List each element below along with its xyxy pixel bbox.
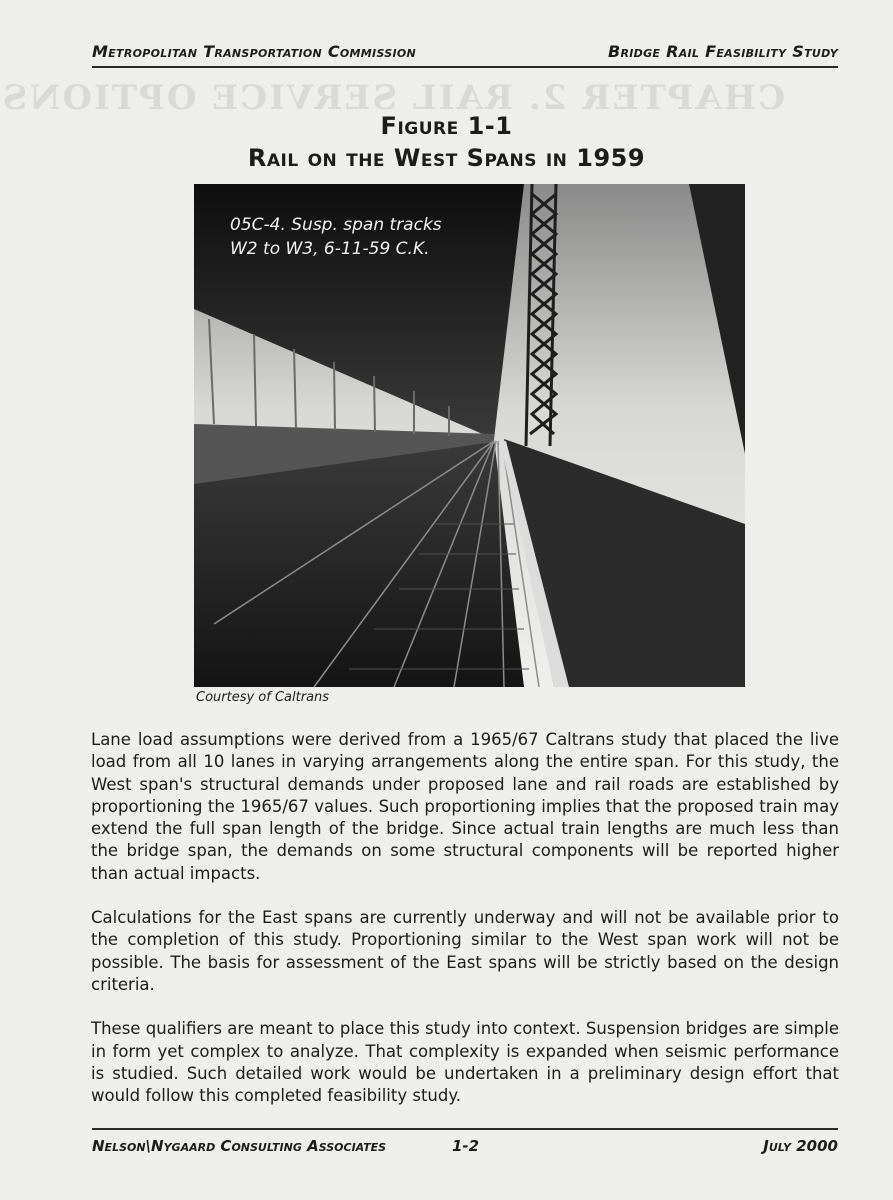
paragraph: Calculations for the East spans are currently underway and will not be available prior to the completion of this study. Proportioning similar to the West span work will not be possible. The basis for assessment of the East spans will be strictly based on the design criteria. — [91, 908, 839, 994]
header-rule — [92, 66, 838, 68]
footer-consultant: Nelson\Nygaard Consulting Associates — [92, 1137, 387, 1155]
figure-title: Rail on the West Spans in 1959 — [247, 144, 646, 172]
footer-date: July 2000 — [763, 1137, 838, 1155]
bleed-through-text: CHAPTER 2. RAIL SERVICE OPTIONS — [0, 78, 785, 118]
bridge-rail-photo — [194, 184, 745, 687]
photo-credit: Courtesy of Caltrans — [196, 690, 330, 705]
header-organization: Metropolitan Transportation Commission — [92, 42, 417, 61]
footer-rule — [92, 1128, 838, 1130]
photo-annotation-line1: 05C-4. Susp. span tracks — [230, 215, 442, 235]
header-study-title: Bridge Rail Feasibility Study — [608, 42, 838, 61]
body-text — [91, 729, 839, 1129]
photo-annotation-line2: W2 to W3, 6-11-59 C.K. — [230, 239, 430, 259]
page-footer — [92, 1137, 838, 1159]
page-number: 1-2 — [452, 1137, 480, 1155]
figure-number: Figure 1-1 — [380, 112, 513, 140]
paragraph: These qualifiers are meant to place this study into context. Suspension bridges are simple in form yet complex to analyze. That complexity is expanded when seismic performance is studied. Such detailed work would be undertaken in a preliminary design effort that would follow this completed feasibility study. — [91, 1019, 839, 1106]
page-header — [92, 40, 838, 62]
paragraph: Lane load assumptions were derived from a 1965/67 Caltrans study that placed the live load from all 10 lanes in varying arrangements along the entire span. For this study, the West span's structural demands under proposed lane and rail roads are established by proportioning the 1965/67 values. Such proportioning implies that the proposed train may extend the full span length of the bridge. Since actual train lengths are much less than the bridge span, the demands on some structural components will be reported higher than actual impacts. — [91, 730, 839, 883]
